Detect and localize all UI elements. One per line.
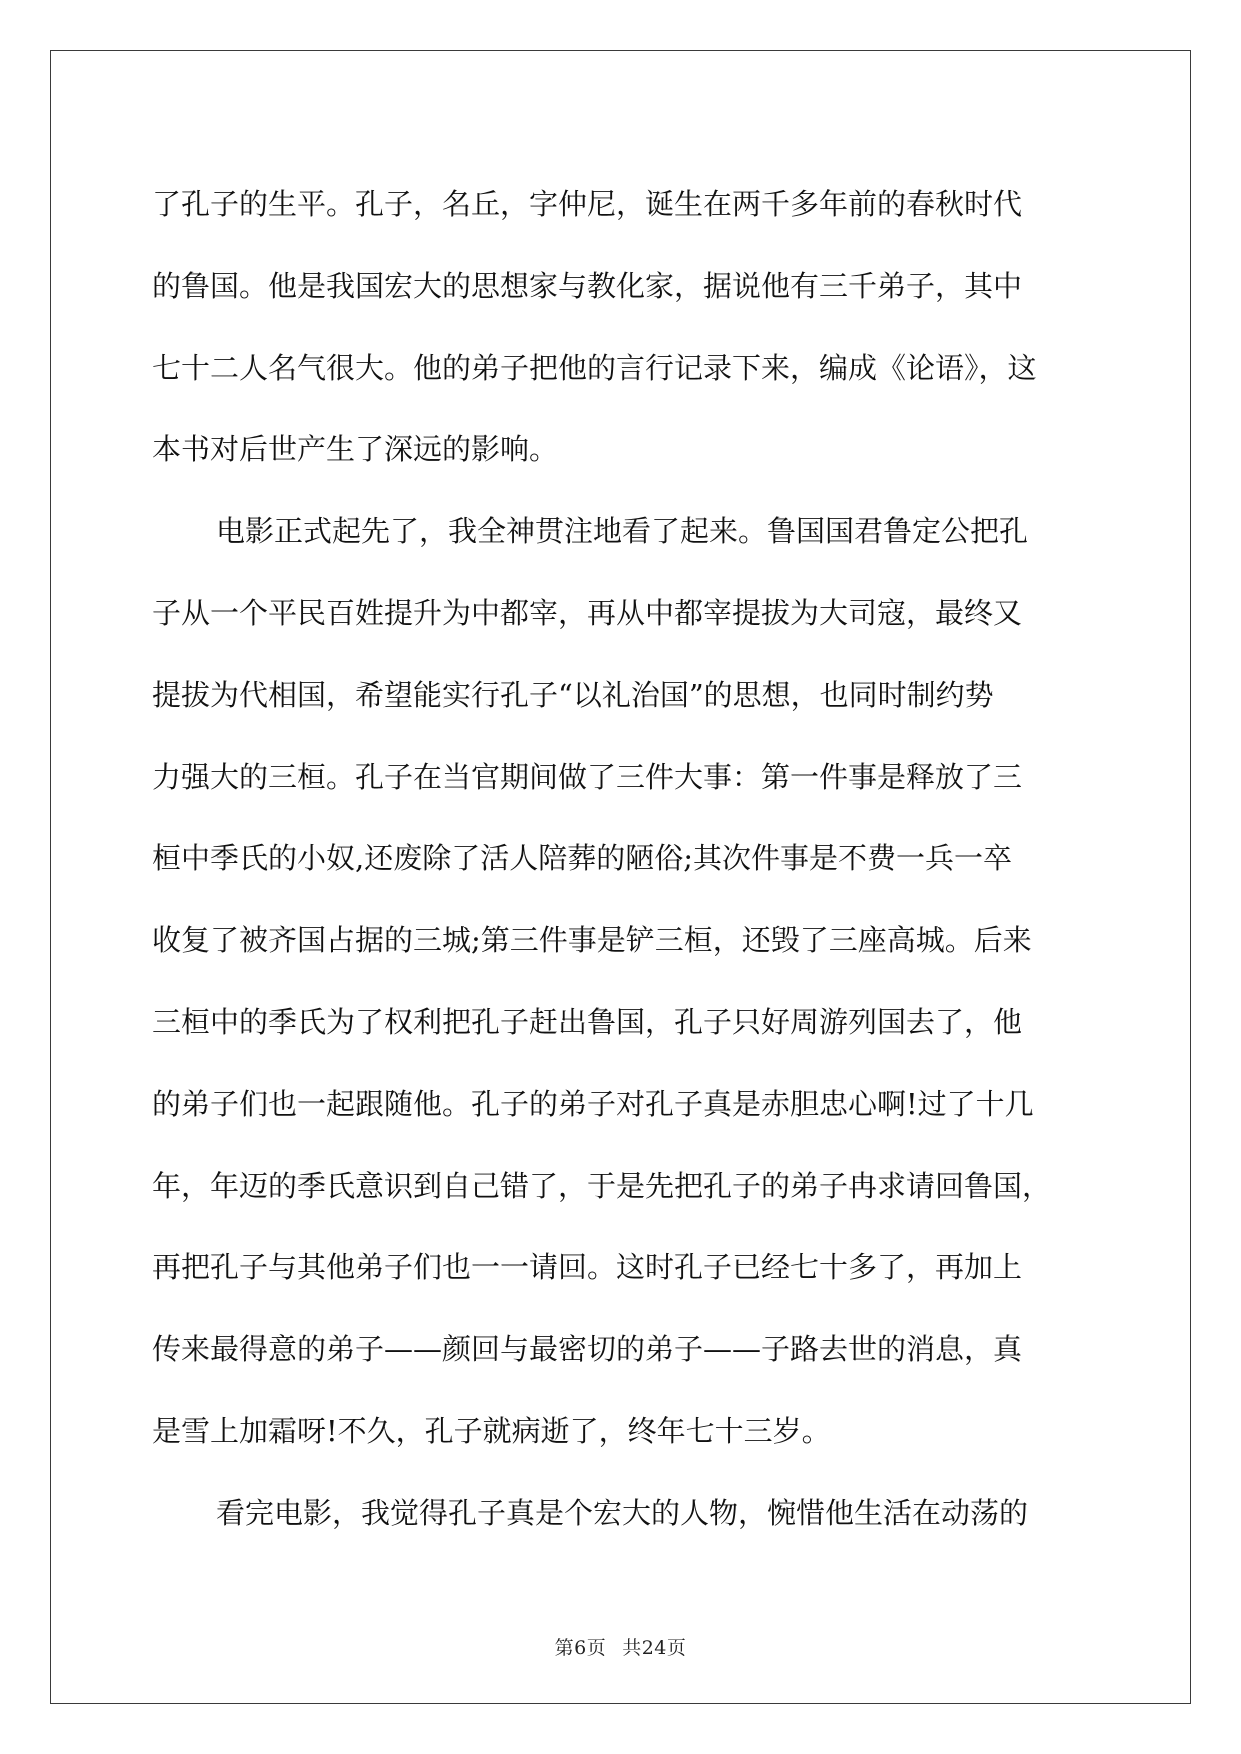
- text-line: 本书对后世产生了深远的影响。: [152, 432, 559, 467]
- page-footer: [0, 1633, 1241, 1660]
- text-line: 子从一个平民百姓提升为中都宰，再从中都宰提拔为大司寇，最终又: [152, 595, 1023, 630]
- page-total: 共24页: [622, 1637, 687, 1659]
- page-number: 第6页: [554, 1637, 607, 1659]
- text-line: 的鲁国。他是我国宏大的思想家与教化家，据说他有三千弟子，其中: [152, 268, 1023, 303]
- text-line: 年，年迈的季氏意识到自己错了，于是先把孔子的弟子冉求请回鲁国，: [152, 1168, 1052, 1203]
- text-line: 力强大的三桓。孔子在当官期间做了三件大事：第一件事是释放了三: [152, 759, 1023, 794]
- document-body: [152, 164, 1092, 1555]
- text-line: 的弟子们也一起跟随他。孔子的弟子对孔子真是赤胆忠心啊!过了十几: [152, 1086, 1034, 1121]
- text-line: 再把孔子与其他弟子们也一一请回。这时孔子已经七十多了，再加上: [152, 1250, 1023, 1285]
- text-line: 是雪上加霜呀!不久，孔子就病逝了，终年七十三岁。: [152, 1413, 831, 1448]
- paragraph-start-line: 电影正式起先了，我全神贯注地看了起来。鲁国国君鲁定公把孔: [216, 514, 1029, 549]
- text-line: 桓中季氏的小奴,还废除了活人陪葬的陋俗;其次件事是不费一兵一卒: [152, 841, 1012, 876]
- text-line: 收复了被齐国占据的三城;第三件事是铲三桓，还毁了三座高城。后来: [152, 923, 1032, 958]
- text-line: 提拔为代相国，希望能实行孔子“以礼治国”的思想，也同时制约势: [152, 677, 994, 712]
- paragraph-start-line: 看完电影，我觉得孔子真是个宏大的人物，惋惜他生活在动荡的: [216, 1495, 1029, 1530]
- text-line: 三桓中的季氏为了权利把孔子赶出鲁国，孔子只好周游列国去了，他: [152, 1004, 1023, 1039]
- text-line: 七十二人名气很大。他的弟子把他的言行记录下来，编成《论语》，这: [152, 350, 1037, 385]
- text-line: 了孔子的生平。孔子，名丘，字仲尼，诞生在两千多年前的春秋时代: [152, 187, 1023, 221]
- text-line: 传来最得意的弟子——颜回与最密切的弟子——子路去世的消息，真: [152, 1332, 1023, 1367]
